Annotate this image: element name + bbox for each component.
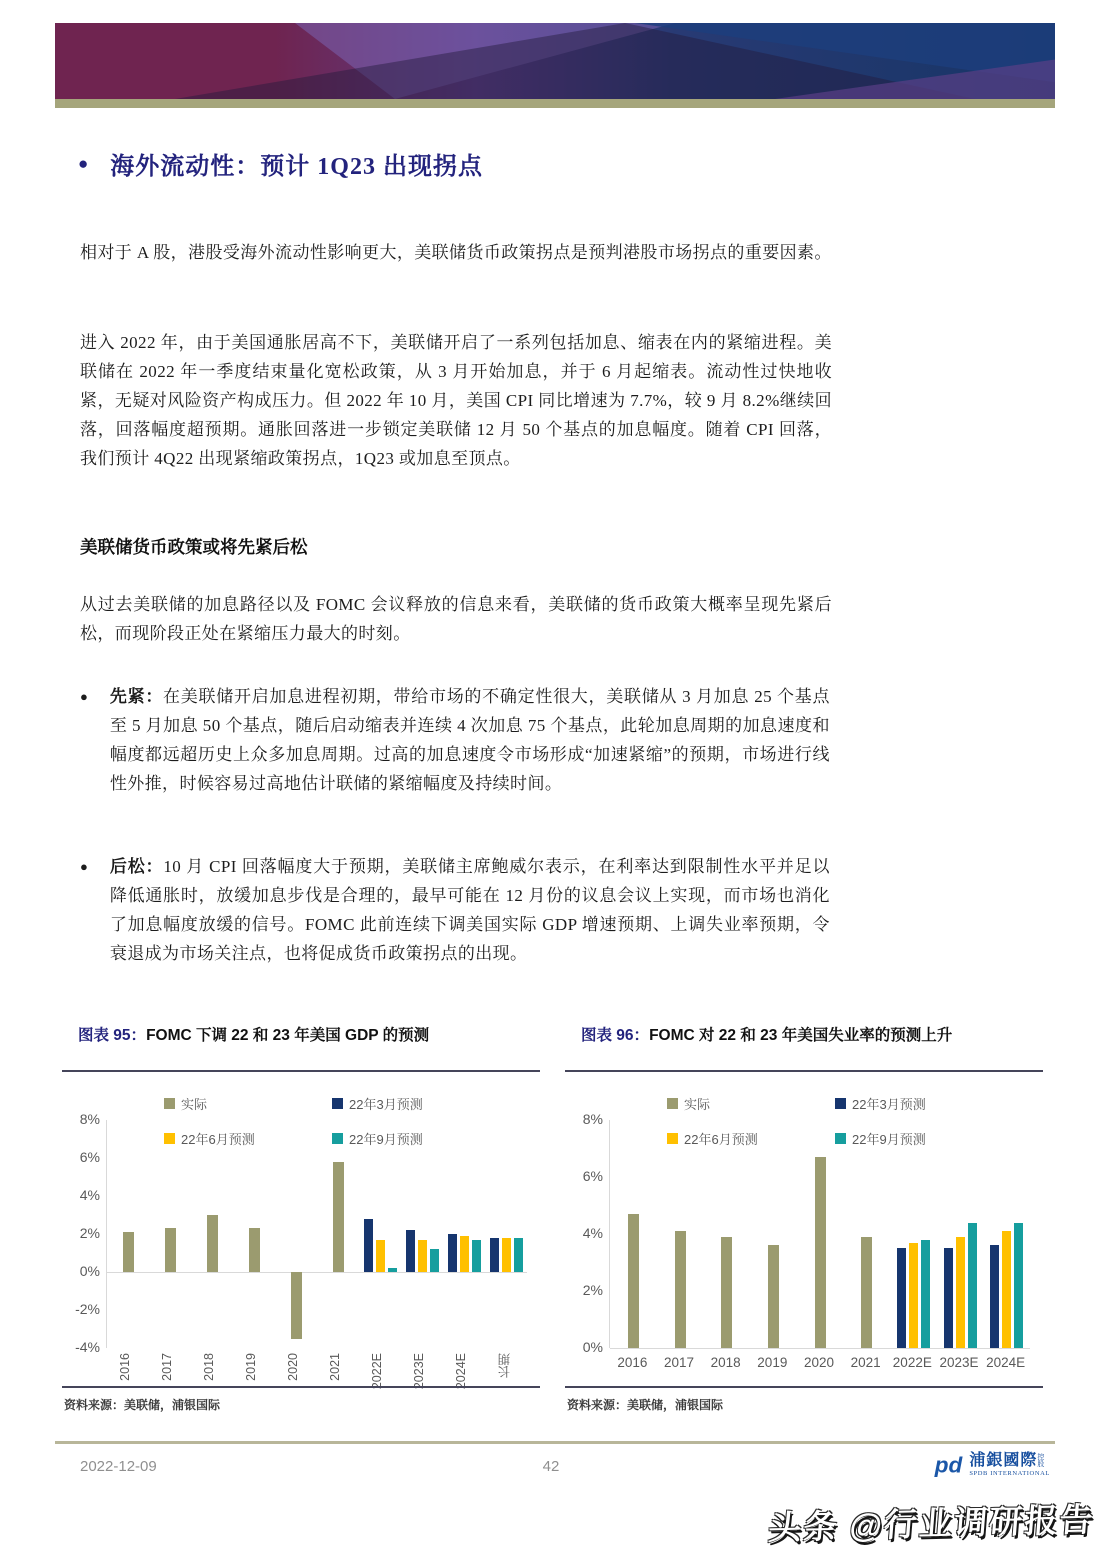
logo-tail: 控股: [1037, 1453, 1045, 1469]
bar: [430, 1249, 439, 1272]
x-tick-label: 2020: [803, 1355, 835, 1370]
x-tick-label: 2024E: [986, 1355, 1026, 1370]
y-tick-label: 0%: [79, 1263, 100, 1279]
zero-axis-line: [107, 1272, 527, 1273]
bar: [364, 1219, 373, 1272]
bar: [921, 1240, 930, 1348]
y-tick-label: 8%: [582, 1111, 603, 1127]
legend-swatch: [332, 1098, 343, 1109]
x-tick-label: 2016: [617, 1355, 648, 1370]
y-tick-label: 2%: [79, 1225, 100, 1241]
bullet-text: 后松：10 月 CPI 回落幅度大于预期，美联储主席鲍威尔表示，在利率达到限制性水平并足以降低通胀时，放缓加息步伐是合理的，最早可能在 12 月份的议息会议上实现，而市场也消化了加息幅度放缓的信号。FOMC 此前连续下调美国实际 GDP 增速预期、上调失业率预期，令衰退成为市场关注点，也将促成货币政策拐点的出现。: [109, 857, 830, 963]
logo-en: SPDB INTERNATIONAL: [969, 1469, 1050, 1477]
bar: [249, 1228, 260, 1272]
bar: [333, 1162, 344, 1272]
legend-item: [667, 1129, 835, 1148]
y-tick-label: 0%: [582, 1339, 603, 1355]
bullet-text: 先紧：在美联储开启加息进程初期，带给市场的不确定性很大，美联储从 3 月加息 25 个基点至 5 月加息 50 个基点，随后启动缩表并连续 4 次加息 75 个基点，此轮加息周期的加息速度和幅度都远超历史上众多加息周期。过高的加息速度令市场形成“加速紧缩”的预期，市场进行线性外推，时候容易过高地估计联储的紧缩幅度及持续时间。: [109, 687, 830, 793]
bar: [376, 1240, 385, 1272]
bar: [861, 1237, 872, 1348]
legend-swatch: [835, 1098, 846, 1109]
x-tick-label: 2023E: [412, 1353, 426, 1390]
x-tick-label: 2016: [118, 1353, 132, 1381]
bar: [165, 1228, 176, 1272]
legend-swatch: [667, 1133, 678, 1144]
legend-swatch: [332, 1133, 343, 1144]
legend-label: 22年3月预测: [852, 1097, 926, 1112]
bullet-label: 后松：: [109, 857, 164, 876]
y-tick-label: 8%: [79, 1111, 100, 1127]
bar: [815, 1157, 826, 1348]
legend-swatch: [164, 1098, 175, 1109]
x-tick-label: 2017: [160, 1353, 174, 1381]
legend-swatch: [667, 1098, 678, 1109]
x-tick-label: 2021: [328, 1353, 342, 1381]
bar: [990, 1245, 999, 1348]
spdb-logo-icon: [934, 1450, 964, 1480]
bar: [291, 1272, 302, 1339]
bullet-icon: ●: [78, 153, 89, 173]
legend-item: [332, 1129, 423, 1148]
bullet-item: [80, 852, 835, 968]
figure-title: 图表 95：FOMC 下调 22 和 23 年美国 GDP 的预测: [62, 1022, 540, 1072]
legend-label: 22年6月预测: [684, 1132, 758, 1147]
y-axis: [565, 1086, 609, 1386]
bar: [1002, 1231, 1011, 1348]
bullet-item: [80, 682, 835, 798]
figure-source: 资料来源：美联储，浦银国际: [64, 1398, 221, 1412]
x-tick-label: 2019: [757, 1355, 788, 1370]
legend-item: [164, 1129, 332, 1148]
legend-item: [164, 1094, 332, 1113]
y-axis: [62, 1086, 106, 1386]
chart-legend: [667, 1094, 926, 1148]
figure-source: 资料来源：美联储，浦银国际: [567, 1398, 724, 1412]
logo-zh: 浦銀國際: [969, 1451, 1038, 1469]
legend-label: 实际: [684, 1097, 711, 1112]
legend-swatch: [164, 1133, 175, 1144]
bar: [123, 1232, 134, 1272]
x-tick-label: 2024E: [454, 1353, 468, 1390]
legend-item: [667, 1094, 835, 1113]
bar-chart-gdp: [62, 1086, 527, 1392]
plot-area: [609, 1120, 1030, 1348]
legend-label: 22年6月预测: [181, 1132, 255, 1147]
bar: [502, 1238, 511, 1272]
y-tick-label: 6%: [582, 1168, 603, 1184]
figure-title: 图表 96：FOMC 对 22 和 23 年美国失业率的预测上升: [565, 1022, 1043, 1072]
bar: [968, 1223, 977, 1348]
y-tick-label: -4%: [75, 1339, 100, 1355]
footer-date: 2022-12-09: [80, 1458, 157, 1475]
watermark: 头条 @行业调研报告: [766, 1500, 1096, 1547]
x-tick-label: 2022E: [370, 1353, 384, 1390]
legend-item: [835, 1129, 926, 1148]
y-tick-label: -2%: [75, 1301, 100, 1317]
bar: [207, 1215, 218, 1272]
bar: [448, 1234, 457, 1272]
bar: [490, 1238, 499, 1272]
x-tick-label: 2018: [710, 1355, 741, 1370]
legend-label: 实际: [181, 1097, 208, 1112]
y-tick-label: 4%: [582, 1225, 603, 1241]
bar: [721, 1237, 732, 1348]
bar: [897, 1248, 906, 1348]
legend-swatch: [835, 1133, 846, 1144]
bar: [514, 1238, 523, 1272]
paragraph: 进入 2022 年，由于美国通胀居高不下，美联储开启了一系列包括加息、缩表在内的紧缩进程。美联储在 2022 年一季度结束量化宽松政策，从 3 月开始加息，并于 6 月起缩表。流动性过快地收紧，无疑对风险资产构成压力。但 2022 年 10 月，美国 CPI 同比增速为 7.7%，较 9 月 8.2%继续回落，回落幅度超预期。通胀回落进一步锁定美联储 12 月 50 个基点的加息幅度。随着 CPI 回落，我们预计 4Q22 出现紧缩政策拐点，1Q23 或加息至顶点。: [80, 333, 833, 468]
plot-area: [106, 1120, 527, 1348]
bar: [956, 1237, 965, 1348]
bar: [418, 1240, 427, 1272]
legend-label: 22年3月预测: [349, 1097, 423, 1112]
y-tick-label: 2%: [582, 1282, 603, 1298]
page-title: 海外流动性：预计 1Q23 出现拐点: [110, 154, 483, 180]
x-tick-label: 2020: [286, 1353, 300, 1381]
bar: [406, 1230, 415, 1272]
x-tick-label: 2022E: [892, 1355, 932, 1370]
x-tick-label: 2017: [663, 1355, 695, 1370]
figure-divider: [62, 1386, 540, 1388]
x-tick-label: 2019: [244, 1353, 258, 1381]
footer-divider: [55, 1441, 1055, 1444]
footer-page-number: 42: [542, 1458, 560, 1475]
bullet-label: 先紧：: [109, 687, 164, 706]
section-title-row: [78, 146, 483, 181]
bar: [472, 1240, 481, 1272]
x-tick-label: 2023E: [939, 1355, 979, 1370]
x-tick-label: 长期: [498, 1353, 512, 1378]
header-banner: [55, 23, 1055, 99]
plot-area-wrap: [106, 1086, 527, 1392]
svg-text:pd: pd: [935, 1452, 963, 1478]
bar: [460, 1236, 469, 1272]
spdb-logo: [934, 1450, 1050, 1480]
bar-chart-unemployment: [565, 1086, 1030, 1392]
subheading: 美联储货币政策或将先紧后松: [80, 537, 308, 557]
bar: [944, 1248, 953, 1348]
x-tick-label: 2021: [850, 1355, 881, 1370]
paragraph: 从过去美联储的加息路径以及 FOMC 会议释放的信息来看，美联储的货币政策大概率呈现先紧后松，而现阶段正处在紧缩压力最大的时刻。: [80, 595, 832, 643]
figure-divider: [565, 1386, 1043, 1388]
header-strip: [55, 99, 1055, 108]
plot-area-wrap: [609, 1086, 1030, 1392]
bullet-icon: ●: [80, 689, 88, 704]
legend-label: 22年9月预测: [852, 1132, 926, 1147]
figure-unemployment-forecast: [565, 1022, 1043, 1417]
y-tick-label: 6%: [79, 1149, 100, 1165]
bar: [388, 1268, 397, 1272]
legend-item: [835, 1094, 926, 1113]
chart-legend: [164, 1094, 423, 1148]
legend-label: 22年9月预测: [349, 1132, 423, 1147]
y-tick-label: 4%: [79, 1187, 100, 1203]
x-tick-label: 2018: [202, 1353, 216, 1381]
figure-gdp-forecast: [62, 1022, 540, 1417]
bar: [768, 1245, 779, 1348]
bar: [628, 1214, 639, 1348]
legend-item: [332, 1094, 423, 1113]
paragraph: 相对于 A 股，港股受海外流动性影响更大，美联储货币政策拐点是预判港股市场拐点的重要因素。: [80, 243, 832, 262]
bar: [1014, 1223, 1023, 1348]
bullet-icon: ●: [80, 859, 88, 874]
bar: [909, 1243, 918, 1348]
bar: [675, 1231, 686, 1348]
spdb-logo-text: [969, 1453, 1050, 1478]
